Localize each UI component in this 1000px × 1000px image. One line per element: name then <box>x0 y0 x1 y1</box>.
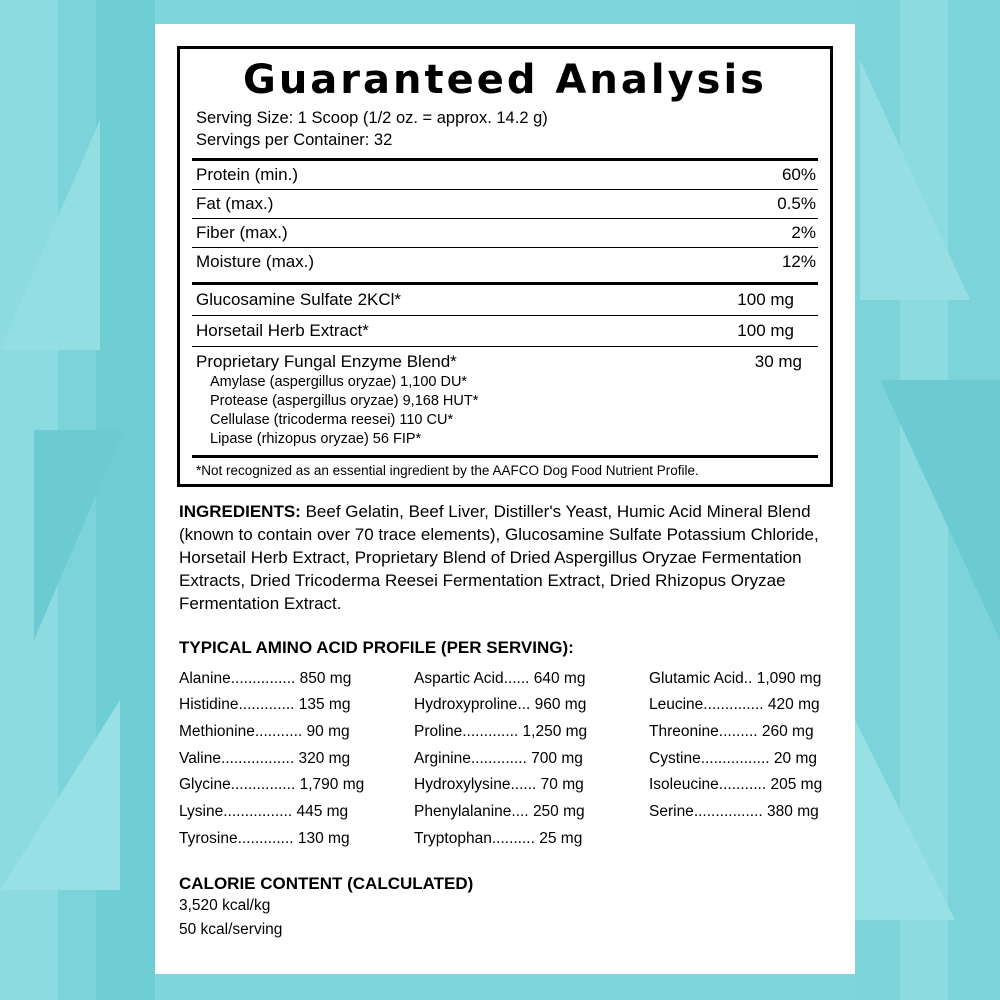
bg-band <box>155 974 855 1000</box>
enzyme-blend-label: Proprietary Fungal Enzyme Blend* <box>196 351 457 371</box>
amino-row <box>649 746 831 773</box>
nutrient-label: Protein (min.) <box>196 164 299 184</box>
amino-value: 380 mg <box>767 803 819 820</box>
amino-value: 1,790 mg <box>299 776 365 794</box>
amino-row <box>179 799 414 826</box>
supplement-row <box>192 316 818 346</box>
amino-row <box>179 826 414 853</box>
amino-row <box>414 666 649 693</box>
guaranteed-analysis-panel <box>177 46 833 487</box>
amino-dots: ........... <box>254 723 303 741</box>
enzyme-list <box>210 373 818 450</box>
amino-value: 1,090 mg <box>756 669 822 687</box>
supplement-row <box>192 285 818 315</box>
amino-value: 130 mg <box>297 829 350 847</box>
bg-triangle <box>855 720 955 920</box>
amino-dots: ............... <box>230 776 296 794</box>
ingredients-heading: INGREDIENTS: <box>179 502 301 522</box>
amino-name: Tryptophan <box>414 829 492 847</box>
amino-dots: ............. <box>462 723 519 741</box>
amino-row <box>414 692 649 719</box>
ingredients-section <box>177 501 833 616</box>
nutrient-value: 12% <box>781 251 816 271</box>
amino-dots: .. <box>743 669 753 687</box>
nutrient-row <box>192 219 818 247</box>
amino-dots: ...... <box>510 776 537 794</box>
amino-value: 640 mg <box>533 669 586 687</box>
amino-value: 205 mg <box>770 776 823 794</box>
amino-dots: ............. <box>238 696 295 714</box>
nutrient-label: Fat (max.) <box>196 193 274 213</box>
amino-value: 260 mg <box>761 723 814 741</box>
bg-triangle <box>880 380 1000 640</box>
amino-name: Histidine <box>179 696 239 714</box>
amino-dots: ......... <box>718 723 758 741</box>
amino-value: 25 mg <box>539 829 583 847</box>
enzyme-item: Lipase (rhizopus oryzae) 56 FIP* <box>210 430 422 447</box>
amino-row <box>179 746 414 773</box>
bg-triangle <box>0 700 120 890</box>
calorie-line: 50 kcal/serving <box>179 920 283 938</box>
amino-name: Lysine <box>179 803 224 820</box>
amino-name: Proline <box>414 723 463 741</box>
amino-row <box>649 719 831 746</box>
amino-acid-heading: TYPICAL AMINO ACID PROFILE (PER SERVING): <box>179 637 574 657</box>
amino-dots: ...... <box>503 669 530 687</box>
amino-value: 445 mg <box>296 803 349 820</box>
amino-value: 320 mg <box>298 749 351 767</box>
enzyme-item: Protease (aspergillus oryzae) 9,168 HUT* <box>210 392 479 409</box>
amino-column-2 <box>414 666 649 853</box>
amino-row <box>649 799 831 826</box>
amino-name: Tyrosine <box>179 829 238 847</box>
panel-title: Guaranteed Analysis <box>243 57 767 103</box>
amino-dots: ................ <box>693 803 763 820</box>
amino-row <box>414 746 649 773</box>
amino-name: Arginine <box>414 749 471 767</box>
amino-name: Alanine <box>179 669 231 687</box>
amino-name: Isoleucine <box>649 776 719 794</box>
amino-name: Glycine <box>179 776 231 794</box>
amino-value: 850 mg <box>299 669 352 687</box>
servings-per-container: Servings per Container: 32 <box>196 131 393 150</box>
amino-row <box>649 692 831 719</box>
label-page <box>155 24 855 974</box>
amino-dots: ................. <box>220 749 295 767</box>
amino-row <box>414 772 649 799</box>
amino-value: 20 mg <box>773 749 817 767</box>
enzyme-blend-row <box>192 347 818 372</box>
bg-triangle <box>0 120 100 350</box>
bg-triangle <box>34 430 124 640</box>
amino-dots: .......... <box>491 829 535 847</box>
calorie-heading: CALORIE CONTENT (CALCULATED) <box>179 874 474 894</box>
enzyme-item: Cellulase (tricoderma reesei) 110 CU* <box>210 411 454 428</box>
amino-name: Valine <box>179 749 221 767</box>
amino-column-1 <box>179 666 414 853</box>
amino-name: Phenylalanine <box>414 803 512 820</box>
supplement-value: 100 mg <box>737 320 794 340</box>
amino-name: Threonine <box>649 723 719 741</box>
amino-dots: ............. <box>470 749 527 767</box>
amino-value: 250 mg <box>532 803 585 820</box>
nutrient-value: 0.5% <box>777 193 816 213</box>
amino-row <box>649 772 831 799</box>
nutrient-row <box>192 248 818 276</box>
nutrient-label: Fiber (max.) <box>196 222 288 242</box>
amino-column-3 <box>649 666 831 853</box>
calorie-line: 3,520 kcal/kg <box>179 897 271 915</box>
supplement-label: Horsetail Herb Extract* <box>196 320 369 340</box>
amino-row <box>414 799 649 826</box>
enzyme-item: Amylase (aspergillus oryzae) 1,100 DU* <box>210 373 468 390</box>
amino-row <box>179 772 414 799</box>
amino-dots: ................ <box>223 803 293 820</box>
aafco-footnote: *Not recognized as an essential ingredient by the AAFCO Dog Food Nutrient Profile. <box>196 463 699 479</box>
amino-name: Hydroxylysine <box>414 776 511 794</box>
amino-name: Cystine <box>649 749 701 767</box>
amino-name: Glutamic Acid <box>649 669 744 687</box>
amino-acid-grid <box>177 666 833 853</box>
ingredients-text: Beef Gelatin, Beef Liver, Distiller's Yeast, Humic Acid Mineral Blend (known to contain over 70 trace elements), Glucosamine Sulfate Potassium Chloride, Horsetail Herb Extract, Proprietary Blend of Dried Aspergillus Oryzae Fermentation Extracts, Dried Tricoderma Reesei Fermentation Extract, Dried Rhizopus Oryzae Fermentation Extract. <box>179 502 819 613</box>
amino-dots: ................ <box>700 749 770 767</box>
amino-dots: ............. <box>237 829 294 847</box>
amino-row <box>179 666 414 693</box>
nutrient-value: 60% <box>781 164 816 184</box>
amino-name: Methionine <box>179 723 255 741</box>
amino-row <box>414 826 649 853</box>
amino-row <box>414 719 649 746</box>
amino-value: 135 mg <box>298 696 351 714</box>
amino-value: 700 mg <box>531 749 583 767</box>
amino-row <box>179 719 414 746</box>
bg-triangle <box>860 60 970 300</box>
amino-dots: ... <box>517 696 531 714</box>
amino-dots: ........... <box>718 776 767 794</box>
amino-name: Aspartic Acid <box>414 669 504 687</box>
amino-value: 70 mg <box>540 776 584 794</box>
amino-dots: .............. <box>703 696 764 714</box>
amino-value: 960 mg <box>534 696 587 714</box>
amino-name: Hydroxyproline <box>414 696 518 714</box>
amino-value: 420 mg <box>767 696 820 714</box>
amino-name: Serine <box>649 803 694 820</box>
amino-row <box>649 666 831 693</box>
nutrient-label: Moisture (max.) <box>196 251 315 271</box>
amino-value: 90 mg <box>306 723 350 741</box>
enzyme-blend-value: 30 mg <box>754 351 802 371</box>
serving-size: Serving Size: 1 Scoop (1/2 oz. = approx. 14.2 g) <box>196 109 548 127</box>
amino-name: Leucine <box>649 696 704 714</box>
amino-row <box>179 692 414 719</box>
supplement-value: 100 mg <box>737 289 794 309</box>
amino-dots: ............... <box>230 669 296 687</box>
nutrient-value: 2% <box>791 222 816 242</box>
nutrient-row <box>192 190 818 218</box>
amino-value: 1,250 mg <box>522 723 588 741</box>
nutrient-row <box>192 161 818 189</box>
supplement-label: Glucosamine Sulfate 2KCl* <box>196 289 402 309</box>
amino-dots: .... <box>511 803 529 820</box>
bg-band <box>155 0 855 24</box>
